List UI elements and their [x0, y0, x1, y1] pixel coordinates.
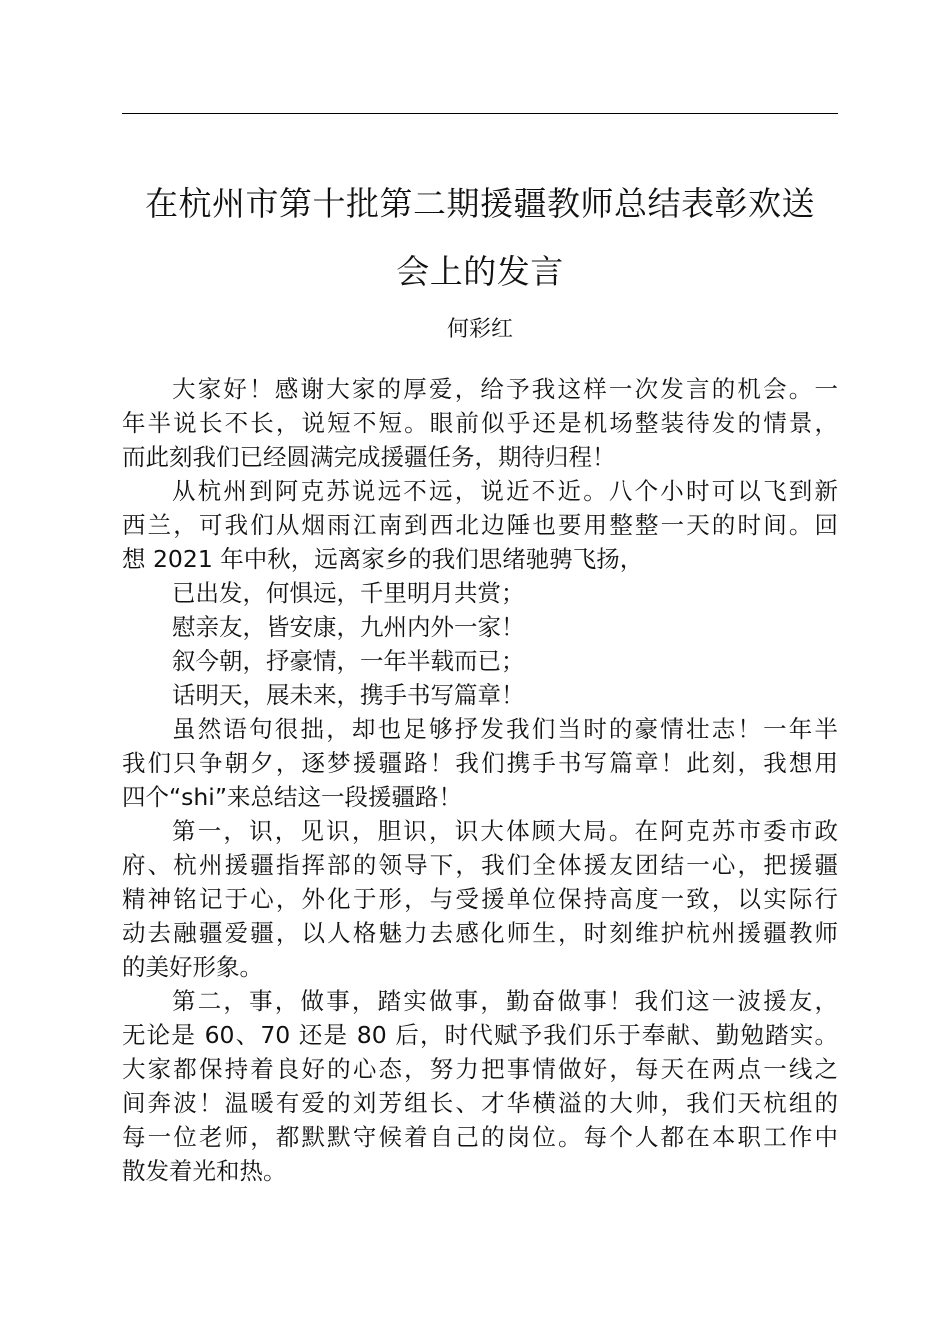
body-line: 精神铭记于心，外化于形，与受援单位保持高度一致，以实际行: [122, 885, 838, 913]
body-line: 间奔波！温暖有爱的刘芳组长、才华横溢的大帅，我们天杭组的: [122, 1089, 838, 1117]
author-name: 何彩红: [446, 317, 513, 342]
body-line: 散发着光和热。: [122, 1157, 287, 1185]
body-line: 府、杭州援疆指挥部的领导下，我们全体援友团结一心，把援疆: [122, 851, 838, 879]
body-line: 年半说长不长，说短不短。眼前似乎还是机场整装待发的情景，: [122, 409, 838, 437]
body-line: 动去融疆爱疆，以人格魅力去感化师生，时刻维护杭州援疆教师: [122, 919, 838, 947]
body-line: 慰亲友，皆安康，九州内外一家！: [172, 613, 525, 641]
body-line: 的美好形象。: [122, 953, 263, 981]
body-line: 每一位老师，都默默守候着自己的岗位。每个人都在本职工作中: [122, 1123, 838, 1151]
body-line: 虽然语句很拙，却也足够抒发我们当时的豪情壮志！一年半: [172, 715, 838, 743]
body-line: 大家好！感谢大家的厚爱，给予我这样一次发言的机会。一: [172, 375, 838, 403]
body-line: 叙今朝，抒豪情，一年半载而已；: [172, 647, 525, 675]
body-line: 已出发，何惧远，千里明月共赏；: [172, 579, 525, 607]
document-title-line-1: 在杭州市第十批第二期援疆教师总结表彰欢送: [145, 184, 815, 223]
body-line: 第一，识，见识，胆识，识大体顾大局。在阿克苏市委市政: [172, 817, 838, 845]
body-line: 话明天，展未来，携手书写篇章！: [172, 681, 525, 709]
body-line: 我们只争朝夕，逐梦援疆路！我们携手书写篇章！此刻，我想用: [122, 749, 838, 777]
document-title-line-2: 会上的发言: [396, 252, 564, 291]
body-line: 西兰，可我们从烟雨江南到西北边陲也要用整整一天的时间。回: [122, 511, 838, 539]
body-line: 大家都保持着良好的心态，努力把事情做好，每天在两点一线之: [122, 1055, 838, 1083]
body-line: 想 2021 年中秋，远离家乡的我们思绪驰骋飞扬，: [122, 545, 644, 573]
body-line: 而此刻我们已经圆满完成援疆任务，期待归程！: [122, 443, 616, 471]
body-line: 无论是 60、70 还是 80 后，时代赋予我们乐于奉献、勤勉踏实。: [122, 1021, 838, 1049]
body-line: 四个“shi”来总结这一段援疆路！: [122, 783, 463, 811]
body-line: 第二，事，做事，踏实做事，勤奋做事！我们这一波援友，: [172, 987, 838, 1015]
body-line: 从杭州到阿克苏说远不远，说近不近。八个小时可以飞到新: [172, 477, 838, 505]
header-rule: [122, 113, 838, 114]
document-body: [122, 372, 838, 1188]
